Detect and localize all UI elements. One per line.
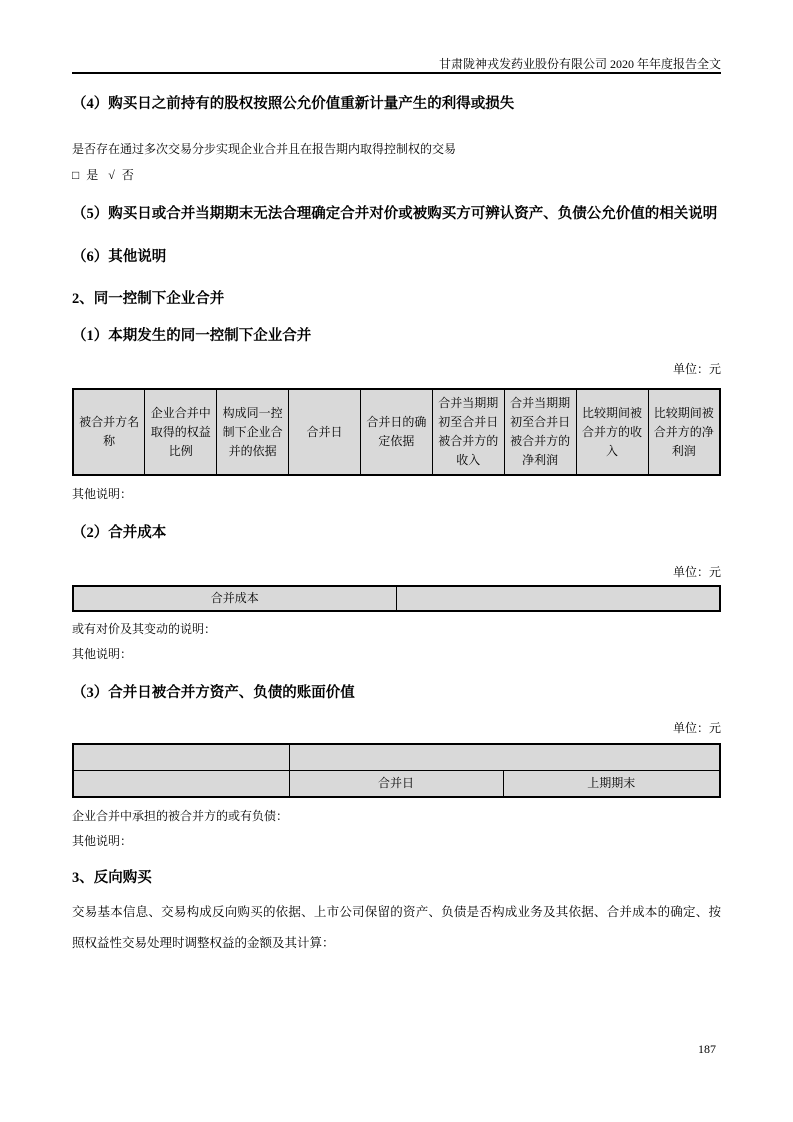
other-notes-label-3: 其他说明： (72, 834, 133, 848)
col-header-merger-basis: 构成同一控制下企业合并的依据 (217, 389, 289, 475)
col-header-comparative-income: 比较期间被合并方的收入 (576, 389, 648, 475)
empty-row-label-cell (73, 770, 289, 797)
checkbox-unchecked-icon: □ (72, 168, 80, 182)
col-header-net-profit-to-merger-date: 合并当期期初至合并日被合并方的净利润 (504, 389, 576, 475)
table-header-row-top (73, 744, 720, 770)
header-divider-rule (72, 72, 721, 74)
col-header-comparative-net-profit: 比较期间被合并方的净利润 (648, 389, 720, 475)
merger-cost-value-cell (396, 586, 720, 611)
merger-cost-label-cell: 合并成本 (73, 586, 396, 611)
multi-step-transaction-question: 是否存在通过多次交易分步实现企业合并且在报告期内取得控制权的交易 (72, 142, 457, 156)
merger-cost-table (72, 585, 721, 612)
contingent-consideration-label: 或有对价及其变动的说明： (72, 622, 217, 636)
empty-corner-cell (73, 744, 289, 770)
heading-current-period-merger: （1）本期发生的同一控制下企业合并 (72, 328, 312, 344)
report-header-title: 甘肃陇神戎发药业股份有限公司 2020 年年度报告全文 (438, 57, 721, 71)
contingent-liability-label: 企业合并中承担的被合并方的或有负债： (72, 809, 289, 823)
col-header-income-to-merger-date: 合并当期期初至合并日被合并方的收入 (432, 389, 504, 475)
heading-merger-cost: （2）合并成本 (72, 525, 167, 541)
col-header-merged-party-name: 被合并方名称 (73, 389, 145, 475)
unit-label-2: 单位：元 (672, 565, 721, 579)
unit-label-3: 单位：元 (672, 721, 721, 735)
col-header-equity-ratio: 企业合并中取得的权益比例 (145, 389, 217, 475)
table-header-row (73, 389, 720, 475)
table-row (73, 586, 720, 611)
table-header-row-bottom (73, 770, 720, 797)
unit-label-1: 单位：元 (672, 362, 721, 376)
other-notes-label-1: 其他说明： (72, 487, 133, 501)
heading-reverse-purchase: 3、反向购买 (72, 870, 152, 886)
page-number: 187 (698, 1042, 716, 1056)
col-header-date-basis: 合并日的确定依据 (361, 389, 433, 475)
common-control-merger-table (72, 388, 721, 476)
heading-fair-value-explanation: （5）购买日或合并当期期末无法合理确定合并对价或被购买方可辨认资产、负债公允价值的相关说明 (72, 206, 718, 222)
col-header-prior-period-end: 上期期末 (503, 770, 720, 797)
col-header-merger-date: 合并日 (289, 389, 361, 475)
heading-gain-loss-remeasure: （4）购买日之前持有的股权按照公允价值重新计量产生的利得或损失 (72, 96, 515, 112)
heading-common-control-merger: 2、同一控制下企业合并 (72, 291, 225, 307)
option-no-label: 否 (121, 168, 134, 182)
checkmark-icon: √ (108, 168, 115, 182)
book-value-table (72, 743, 721, 798)
col-header-merger-date-2: 合并日 (289, 770, 503, 797)
yes-no-option-line (72, 168, 721, 183)
heading-other-notes-6: （6）其他说明 (72, 249, 167, 265)
heading-book-value: （3）合并日被合并方资产、负债的账面价值 (72, 685, 355, 701)
other-notes-label-2: 其他说明： (72, 647, 133, 661)
reverse-purchase-paragraph: 交易基本信息、交易构成反向购买的依据、上市公司保留的资产、负债是否构成业务及其依据、合并成本的确定、按照权益性交易处理时调整权益的金额及其计算： (72, 905, 721, 950)
empty-span-cell (289, 744, 720, 770)
option-yes-label: 是 (86, 168, 99, 182)
